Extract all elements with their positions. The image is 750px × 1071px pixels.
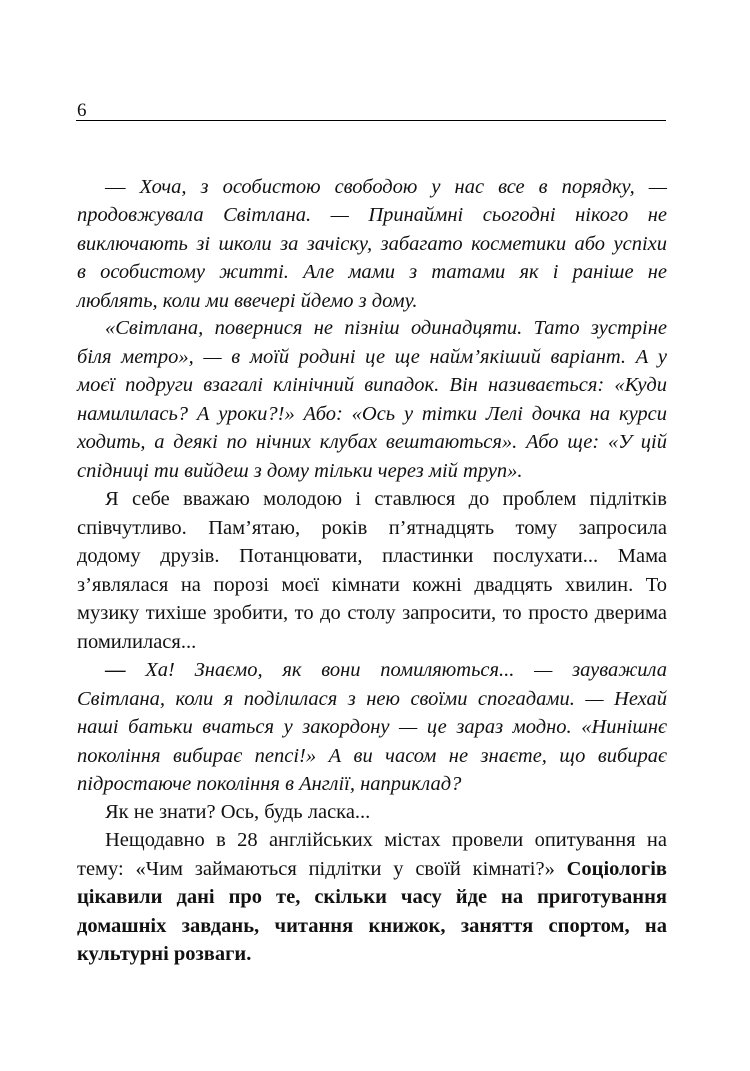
text-run: люблять, коли ми ввечері йдемо з дому. xyxy=(77,290,418,312)
text-run: Світлана, коли я поділилася з нею своїми спогадами. — Нехай xyxy=(77,688,667,710)
text-line xyxy=(77,231,667,257)
text-line xyxy=(77,344,667,370)
text-line xyxy=(105,315,667,341)
text-line xyxy=(77,288,667,314)
text-run: Нещодавно в 28 англійських містах провели опитування на xyxy=(105,829,667,851)
text-run: Ха! Знаємо, як вони помиляються... — зауважила xyxy=(145,659,667,681)
text-run: виключають зі школи за зачіску, забагато косметики або успіхи xyxy=(77,233,667,255)
text-line xyxy=(77,515,667,541)
text-run: наші батьки вчаться у закордону — це зараз модно. «Нинішнє xyxy=(77,716,667,738)
text-line xyxy=(105,799,667,825)
text-run: співчутливо. Пам’ятаю, років п’ятнадцять тому запросила xyxy=(77,517,667,539)
text-run: — xyxy=(105,659,146,681)
text-run: з’являлася на порозі моєї кімнати кожні двадцять хвилин. То xyxy=(77,574,667,596)
text-line xyxy=(77,771,667,797)
page-number: 6 xyxy=(77,100,87,121)
text-line xyxy=(105,657,667,683)
text-line xyxy=(77,714,667,740)
text-line xyxy=(77,629,667,655)
text-line xyxy=(77,401,667,427)
text-line xyxy=(77,202,667,228)
text-run: продовжувала Світлана. — Принаймні сьогодні нікого не xyxy=(77,204,667,226)
text-line xyxy=(77,941,667,967)
text-run: ходить, а деякі по нічних клубах вештаються». Або ще: «У цій xyxy=(77,431,667,453)
text-line xyxy=(77,913,667,939)
text-run: в особистому житті. Але мами з татами як і раніше не xyxy=(77,261,667,283)
text-run: моєї подруги взагалі клінічний випадок. Він називається: «Куди xyxy=(77,374,667,396)
text-line xyxy=(77,856,667,882)
text-run: цікавили дані про те, скільки часу йде на приготування xyxy=(77,886,667,908)
text-line xyxy=(105,174,667,200)
text-run: Як не знати? Ось, будь ласка... xyxy=(105,801,371,823)
text-run: культурні розваги. xyxy=(77,943,252,965)
text-run: намилилась? А уроки?!» Або: «Ось у тітки Лелі дочка на курси xyxy=(77,403,667,425)
text-run: біля метро», — в моїй родині це ще найм’якіший варіант. А у xyxy=(77,346,667,368)
text-line xyxy=(77,884,667,910)
text-line xyxy=(77,372,667,398)
text-line xyxy=(77,259,667,285)
text-line xyxy=(77,600,667,626)
text-run: підростаюче покоління в Англії, наприклад? xyxy=(77,773,462,795)
text-line xyxy=(77,572,667,598)
text-run: «Світлана, повернися не пізніш одинадцяти. Тато зустріне xyxy=(105,317,667,339)
text-line xyxy=(105,486,667,512)
text-run: покоління вибирає пепсі!» А ви часом не знаєте, що вибирає xyxy=(77,745,667,767)
text-run: Соціологів xyxy=(566,858,667,880)
text-run: Я себе вважаю молодою і ставлюся до проблем підлітків xyxy=(105,488,667,510)
text-run: помилилася... xyxy=(77,631,197,653)
text-line xyxy=(77,743,667,769)
text-run: спідниці ти вийдеш з дому тільки через мій труп». xyxy=(77,460,523,482)
text-run: — xyxy=(105,176,140,198)
text-line xyxy=(77,458,667,484)
text-line xyxy=(77,429,667,455)
text-run: Хоча, з особистою свободою у нас все в порядку, — xyxy=(139,176,667,198)
text-run: тему: «Чим займаються підлітки у своїй кімнаті?» xyxy=(77,858,567,880)
text-line xyxy=(77,686,667,712)
text-run: музику тихіше зробити, то до столу запросити, то просто дверима xyxy=(77,602,667,624)
text-line xyxy=(105,827,667,853)
text-run: домашніх завдань, читання книжок, заняття спортом, на xyxy=(77,915,667,937)
text-run: додому друзів. Потанцювати, пластинки послухати... Мама xyxy=(77,545,667,567)
text-line xyxy=(77,543,667,569)
